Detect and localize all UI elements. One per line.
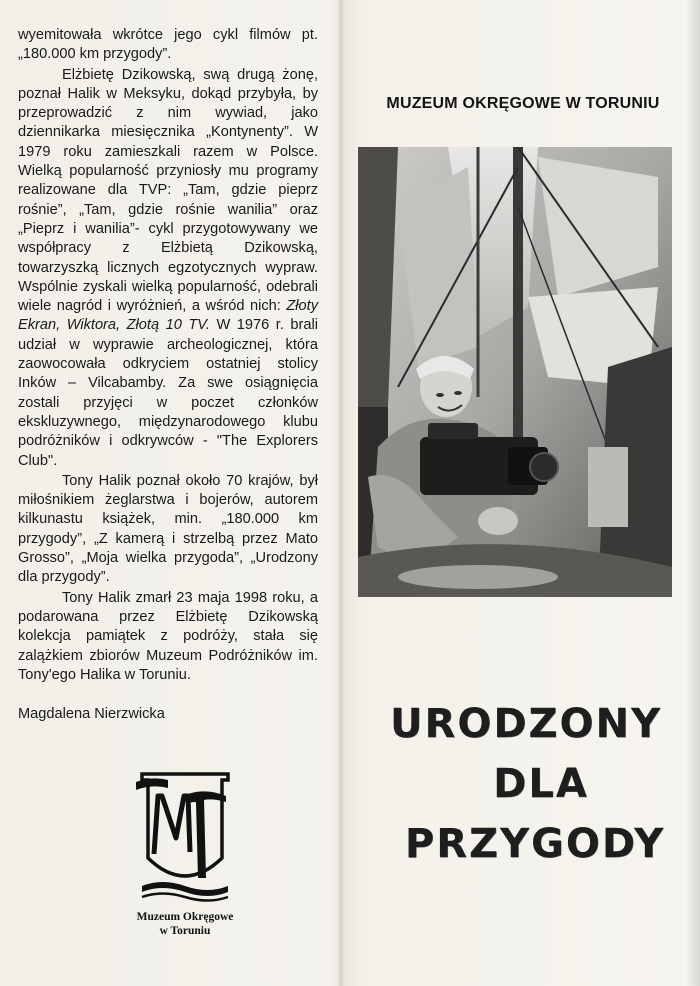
paragraph-4: Tony Halik zmarł 23 maja 1998 roku, a podarowana przez Elżbietę Dzikowską kolekcja pamiątek z podróży, stała się zalążkiem zbiorów Muzeum Podróżników im. Tony'ego Halika w Toruniu.	[18, 589, 318, 683]
museum-logo	[132, 766, 238, 942]
logo-caption-line2: w Toruniu	[159, 925, 211, 937]
title-line-2: DLA	[493, 761, 589, 807]
paragraph-2-text: Elżbietę Dzikowską, swą drugą żonę, poznał Halik w Meksyku, dokąd przybyła, by przeprowadzić z nim wywiad, jako dziennikarka miesięcznika „Kontynenty”. W 1979 roku zamieszkali razem w Polsce. Wielką popularność przyniosły mu programy realizowane dla TVP: „Tam, gdzie pieprz rośnie”, „Tam, gdzie rośnie wanilia” oraz „Pieprz i wanilia”- cykl przygotowywany we współpracy z Elżbietą Dzikowską, towarzyszką licznych egzotycznych wypraw. Wspólnie zyskali wielką popularność, odebrali wiele nagród i wyróżnień, a wśród nich:	[18, 66, 318, 315]
logo-caption	[132, 910, 238, 938]
title-line-1: URODZONY	[390, 701, 662, 747]
page-fold	[338, 0, 344, 986]
logo-caption-line1: Muzeum Okręgowe	[136, 911, 234, 923]
paragraph-3: Tony Halik poznał około 70 krajów, był miłośnikiem żeglarstwa i bojerów, autorem kilkunastu książek, min. „180.000 km przygody”, „Z kamerą i strzelbą przez Mato Grosso”, „Moja wielka przygoda”, „Urodzony dla przygody”.	[18, 472, 318, 586]
cameraman-photo-image	[358, 147, 672, 597]
cover-photo	[358, 147, 672, 597]
article-text	[18, 26, 318, 724]
awards-italic: Złoty Ekran, Wiktora, Złotą 10 TV.	[18, 298, 318, 334]
paragraph-2	[18, 66, 318, 471]
paragraph-2-cont: W 1976 r. brali udział w wyprawie archeologicznej, która zaowocowała odkryciem ostatniej stolicy Inków – Vilcabamby. Za swe osiągnięcia zostali przyjęci w poczet członków ekskluzywnego, międzynarodowego klubu podróżników i odkrywców - "The Explorers Club".	[18, 317, 318, 469]
mt-monogram-icon	[132, 766, 238, 911]
brochure-title	[348, 694, 698, 874]
paragraph-1: wyemitowała wkrótce jego cykl filmów pt. „180.000 km przygody”.	[18, 27, 318, 63]
title-line-3: PRZYGODY	[404, 821, 666, 867]
museum-title: MUZEUM OKRĘGOWE W TORUNIU	[386, 95, 660, 112]
author-name: Magdalena Nierzwicka	[18, 706, 165, 723]
